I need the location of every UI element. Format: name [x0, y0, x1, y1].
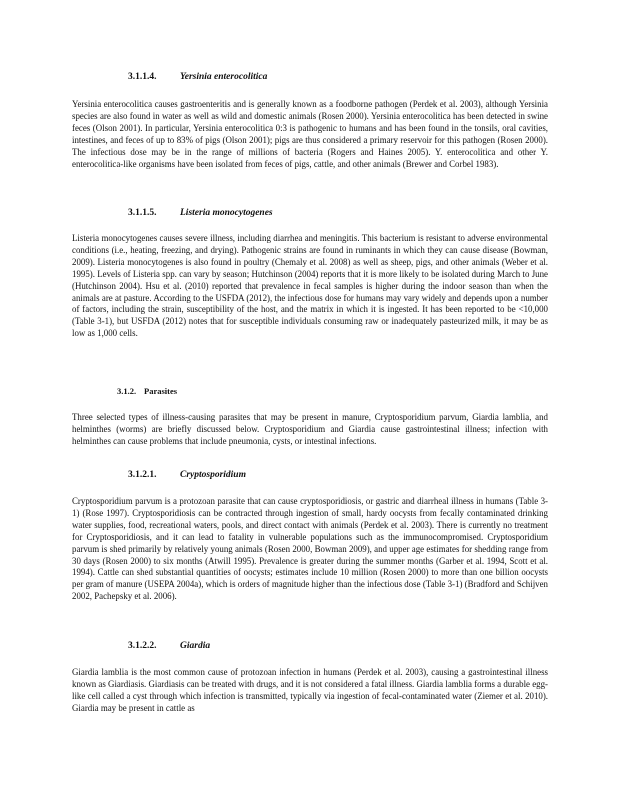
paragraph-listeria [72, 233, 548, 340]
section-title: Cryptosporidium [180, 470, 246, 480]
paragraph-yersinia [72, 99, 548, 170]
section-title: Yersinia enterocolitica [180, 72, 268, 82]
paragraph-text: Listeria monocytogenes causes severe illness, including diarrhea and meningitis. This bacterium is resistant to adverse environmental conditions (i.e., heating, freezing, and drying). Pathogenic strains are found in ruminants in which they can cause disease (Bowman, 2009). Listeria monocytogenes is also found in poultry (Chemaly et al. 2008) as well as sheep, pigs, and other animals (Weber et al. 1995). Levels of Listeria spp. can vary by season; Hutchinson (2004) reports that it is more likely to be isolated during March to June (Hutchinson 2004). Hsu et al. (2010) reported that prevalence in fecal samples is higher during the indoor season than when the animals are at pasture. According to the USFDA (2012), the infectious dose for humans may vary widely and depends upon a number of factors, including the strain, susceptibility of the host, and the matrix in which it is ingested. It has been reported to be <10,000 (Table 3-1), but USFDA (2012) notes that for susceptible individuals consuming raw or inadequately pasteurized milk, it may be as low as 1,000 cells. [72, 233, 548, 339]
section-number: 3.1.1.5. [128, 208, 157, 218]
section-heading-yersinia [128, 72, 267, 82]
section-number: 3.1.2.1. [128, 470, 157, 480]
paragraph-text: Three selected types of illness-causing parasites that may be present in manure, Cryptosporidium parvum, Giardia lamblia, and helminthes (worms) are briefly discussed below. Cryptosporidium and Giardia cause gastrointestinal illness; infection with helminthes can cause problems that include pneumonia, cysts, or intestinal infections. [72, 412, 548, 446]
paragraph-cryptosporidium [72, 496, 548, 603]
section-heading-giardia [128, 641, 210, 651]
section-heading-listeria [128, 208, 273, 218]
section-title: Parasites [144, 386, 178, 396]
section-number: 3.1.2.2. [128, 641, 157, 651]
section-heading-parasites [117, 386, 177, 396]
paragraph-giardia [72, 667, 548, 715]
paragraph-text: Yersinia enterocolitica causes gastroenteritis and is generally known as a foodborne pathogen (Perdek et al. 2003), although Yersinia species are also found in water as well as wild and domestic animals (Rosen 2000). Yersinia enterocolitica has been detected in swine feces (Olson 2001). In particular, Yersinia enterocolitica 0:3 is pathogenic to humans and has been found in the tonsils, oral cavities, intestines, and feces of up to 83% of pigs (Olson 2001); pigs are thus considered a primary reservoir for this pathogen (Rosen 2000). The infectious dose may be in the range of millions of bacteria (Rogers and Haines 2005). Y. enterocolitica and other Y. enterocolitica-like organisms have been isolated from feces of pigs, cattle, and other animals (Brewer and Corbel 1983). [72, 99, 548, 169]
section-number: 3.1.2. [117, 386, 137, 396]
paragraph-text: Cryptosporidium parvum is a protozoan parasite that can cause cryptosporidiosis, or gastric and diarrheal illness in humans (Table 3-1) (Rose 1997). Cryptosporidiosis can be contracted through ingestion of small, hardy oocysts from fecally contaminated drinking water supplies, food, recreational waters, pools, and direct contact with animals (Perdek et al. 2003). There is currently no treatment for Cryptosporidiosis, and it can lead to fatality in vulnerable populations such as the immunocompromised. Cryptosporidium parvum is shed primarily by relatively young animals (Rosen 2000, Bowman 2009), and upper age estimates for shedding range from 30 days (Rosen 2000) to six months (Atwill 1995). Prevalence is greater during the summer months (Garber et al. 1994, Scott et al. 1994). Cattle can shed substantial quantities of oocysts; estimates include 10 million (Rosen 2000) to more than one billion oocysts per gram of manure (USEPA 2004a), which is orders of magnitude higher than the infectious dose (Table 3-1) (Bradford and Schijven 2002, Pachepsky et al. 2006). [72, 496, 548, 602]
paragraph-parasites [72, 412, 548, 448]
section-number: 3.1.1.4. [128, 72, 157, 82]
section-title: Giardia [180, 641, 211, 651]
section-title: Listeria monocytogenes [180, 208, 273, 218]
section-heading-cryptosporidium [128, 470, 246, 480]
paragraph-text: Giardia lamblia is the most common cause of protozoan infection in humans (Perdek et al. 2003), causing a gastrointestinal illness known as Giardiasis. Giardiasis can be treated with drugs, and it is not considered a fatal illness. Giardia lamblia forms a durable egg-like cell called a cyst through which infection is transmitted, typically via ingestion of fecal-contaminated water (Ziemer et al. 2010). Giardia may be present in cattle as [72, 667, 548, 713]
